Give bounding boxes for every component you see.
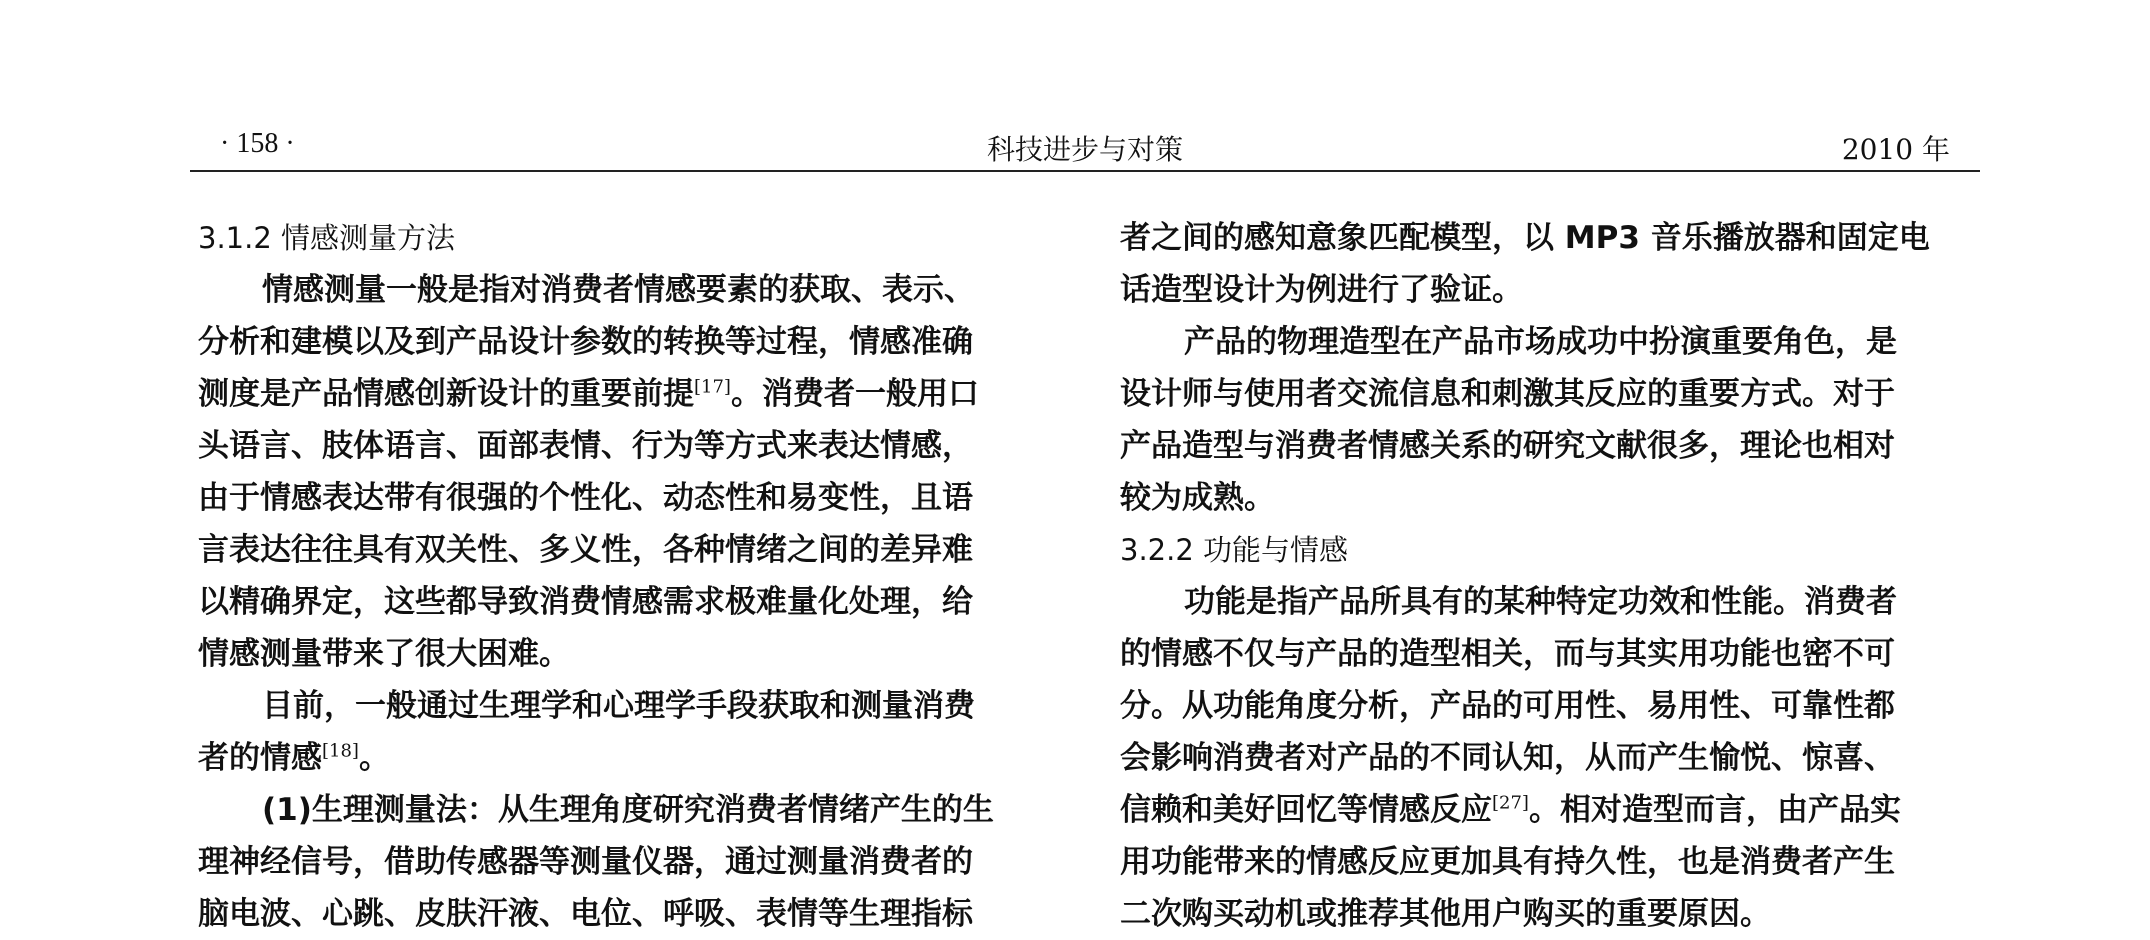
text-line-with-citation xyxy=(198,732,1040,784)
text-line: 者之间的感知意象匹配模型，以 MP3 音乐播放器和固定电 xyxy=(1120,220,1930,256)
text-line-part: 信赖和美好回忆等情感反应 xyxy=(1120,792,1492,828)
text-line: 二次购买动机或推荐其他用户购买的重要原因。 xyxy=(1120,896,1771,932)
text-line-part: 测度是产品情感创新设计的重要前提 xyxy=(198,376,694,412)
text-line-part: 。消费者一般用口 xyxy=(730,376,979,412)
text-line: 脑电波、心跳、皮肤汗液、电位、呼吸、表情等生理指标 xyxy=(198,896,973,932)
text-line: 设计师与使用者交流信息和刺激其反应的重要方式。对于 xyxy=(1120,376,1895,412)
text-line: 分析和建模以及到产品设计参数的转换等过程，情感准确 xyxy=(198,324,973,360)
text-line: 的情感不仅与产品的造型相关，而与其实用功能也密不可 xyxy=(1120,636,1895,672)
publication-year: 2010 年 xyxy=(1841,133,1950,166)
text-line: 用功能带来的情感反应更加具有持久性，也是消费者产生 xyxy=(1120,844,1895,880)
text-line: 理神经信号，借助传感器等测量仪器，通过测量消费者的 xyxy=(198,844,973,880)
text-line-with-citation xyxy=(1120,784,1966,836)
page-number: · 158 · xyxy=(220,128,295,159)
text-line: 功能是指产品所具有的某种特定功效和性能。消费者 xyxy=(1184,584,1897,620)
page-header xyxy=(190,124,1980,172)
text-line: 言表达往往具有双关性、多义性，各种情绪之间的差异难 xyxy=(198,532,973,568)
section-heading-3-1-2: 3.1.2 情感测量方法 xyxy=(198,221,456,255)
text-line: 产品的物理造型在产品市场成功中扮演重要角色，是 xyxy=(1184,324,1897,360)
left-column xyxy=(198,212,1040,940)
citation-27: [27] xyxy=(1492,792,1529,814)
text-line: 分。从功能角度分析，产品的可用性、易用性、可靠性都 xyxy=(1120,688,1895,724)
text-line: (1)生理测量法：从生理角度研究消费者情绪产生的生 xyxy=(262,792,994,828)
text-line: 头语言、肢体语言、面部表情、行为等方式来表达情感， xyxy=(198,428,973,464)
journal-title: 科技进步与对策 xyxy=(986,133,1184,166)
text-line-part: 者的情感 xyxy=(198,740,322,776)
text-line: 以精确界定，这些都导致消费情感需求极难量化处理，给 xyxy=(198,584,973,620)
text-line: 情感测量带来了很大困难。 xyxy=(198,636,570,672)
text-line-part: 。 xyxy=(358,740,390,776)
text-line: 话造型设计为例进行了验证。 xyxy=(1120,272,1523,308)
section-heading-3-2-2: 3.2.2 功能与情感 xyxy=(1120,533,1349,567)
text-line: 较为成熟。 xyxy=(1120,480,1275,516)
text-line-part: 。相对造型而言，由产品实 xyxy=(1528,792,1901,828)
text-line: 会影响消费者对产品的不同认知，从而产生愉悦、惊喜、 xyxy=(1120,740,1895,776)
text-line: 产品造型与消费者情感关系的研究文献很多，理论也相对 xyxy=(1120,428,1895,464)
text-line: 情感测量一般是指对消费者情感要素的获取、表示、 xyxy=(262,272,975,308)
text-line: 目前，一般通过生理学和心理学手段获取和测量消费 xyxy=(262,688,975,724)
citation-17: [17] xyxy=(694,376,731,398)
citation-18: [18] xyxy=(322,740,359,762)
text-line-with-citation xyxy=(198,368,1040,420)
right-column xyxy=(1120,212,1966,940)
text-line: 由于情感表达带有很强的个性化、动态性和易变性，且语 xyxy=(198,480,973,516)
